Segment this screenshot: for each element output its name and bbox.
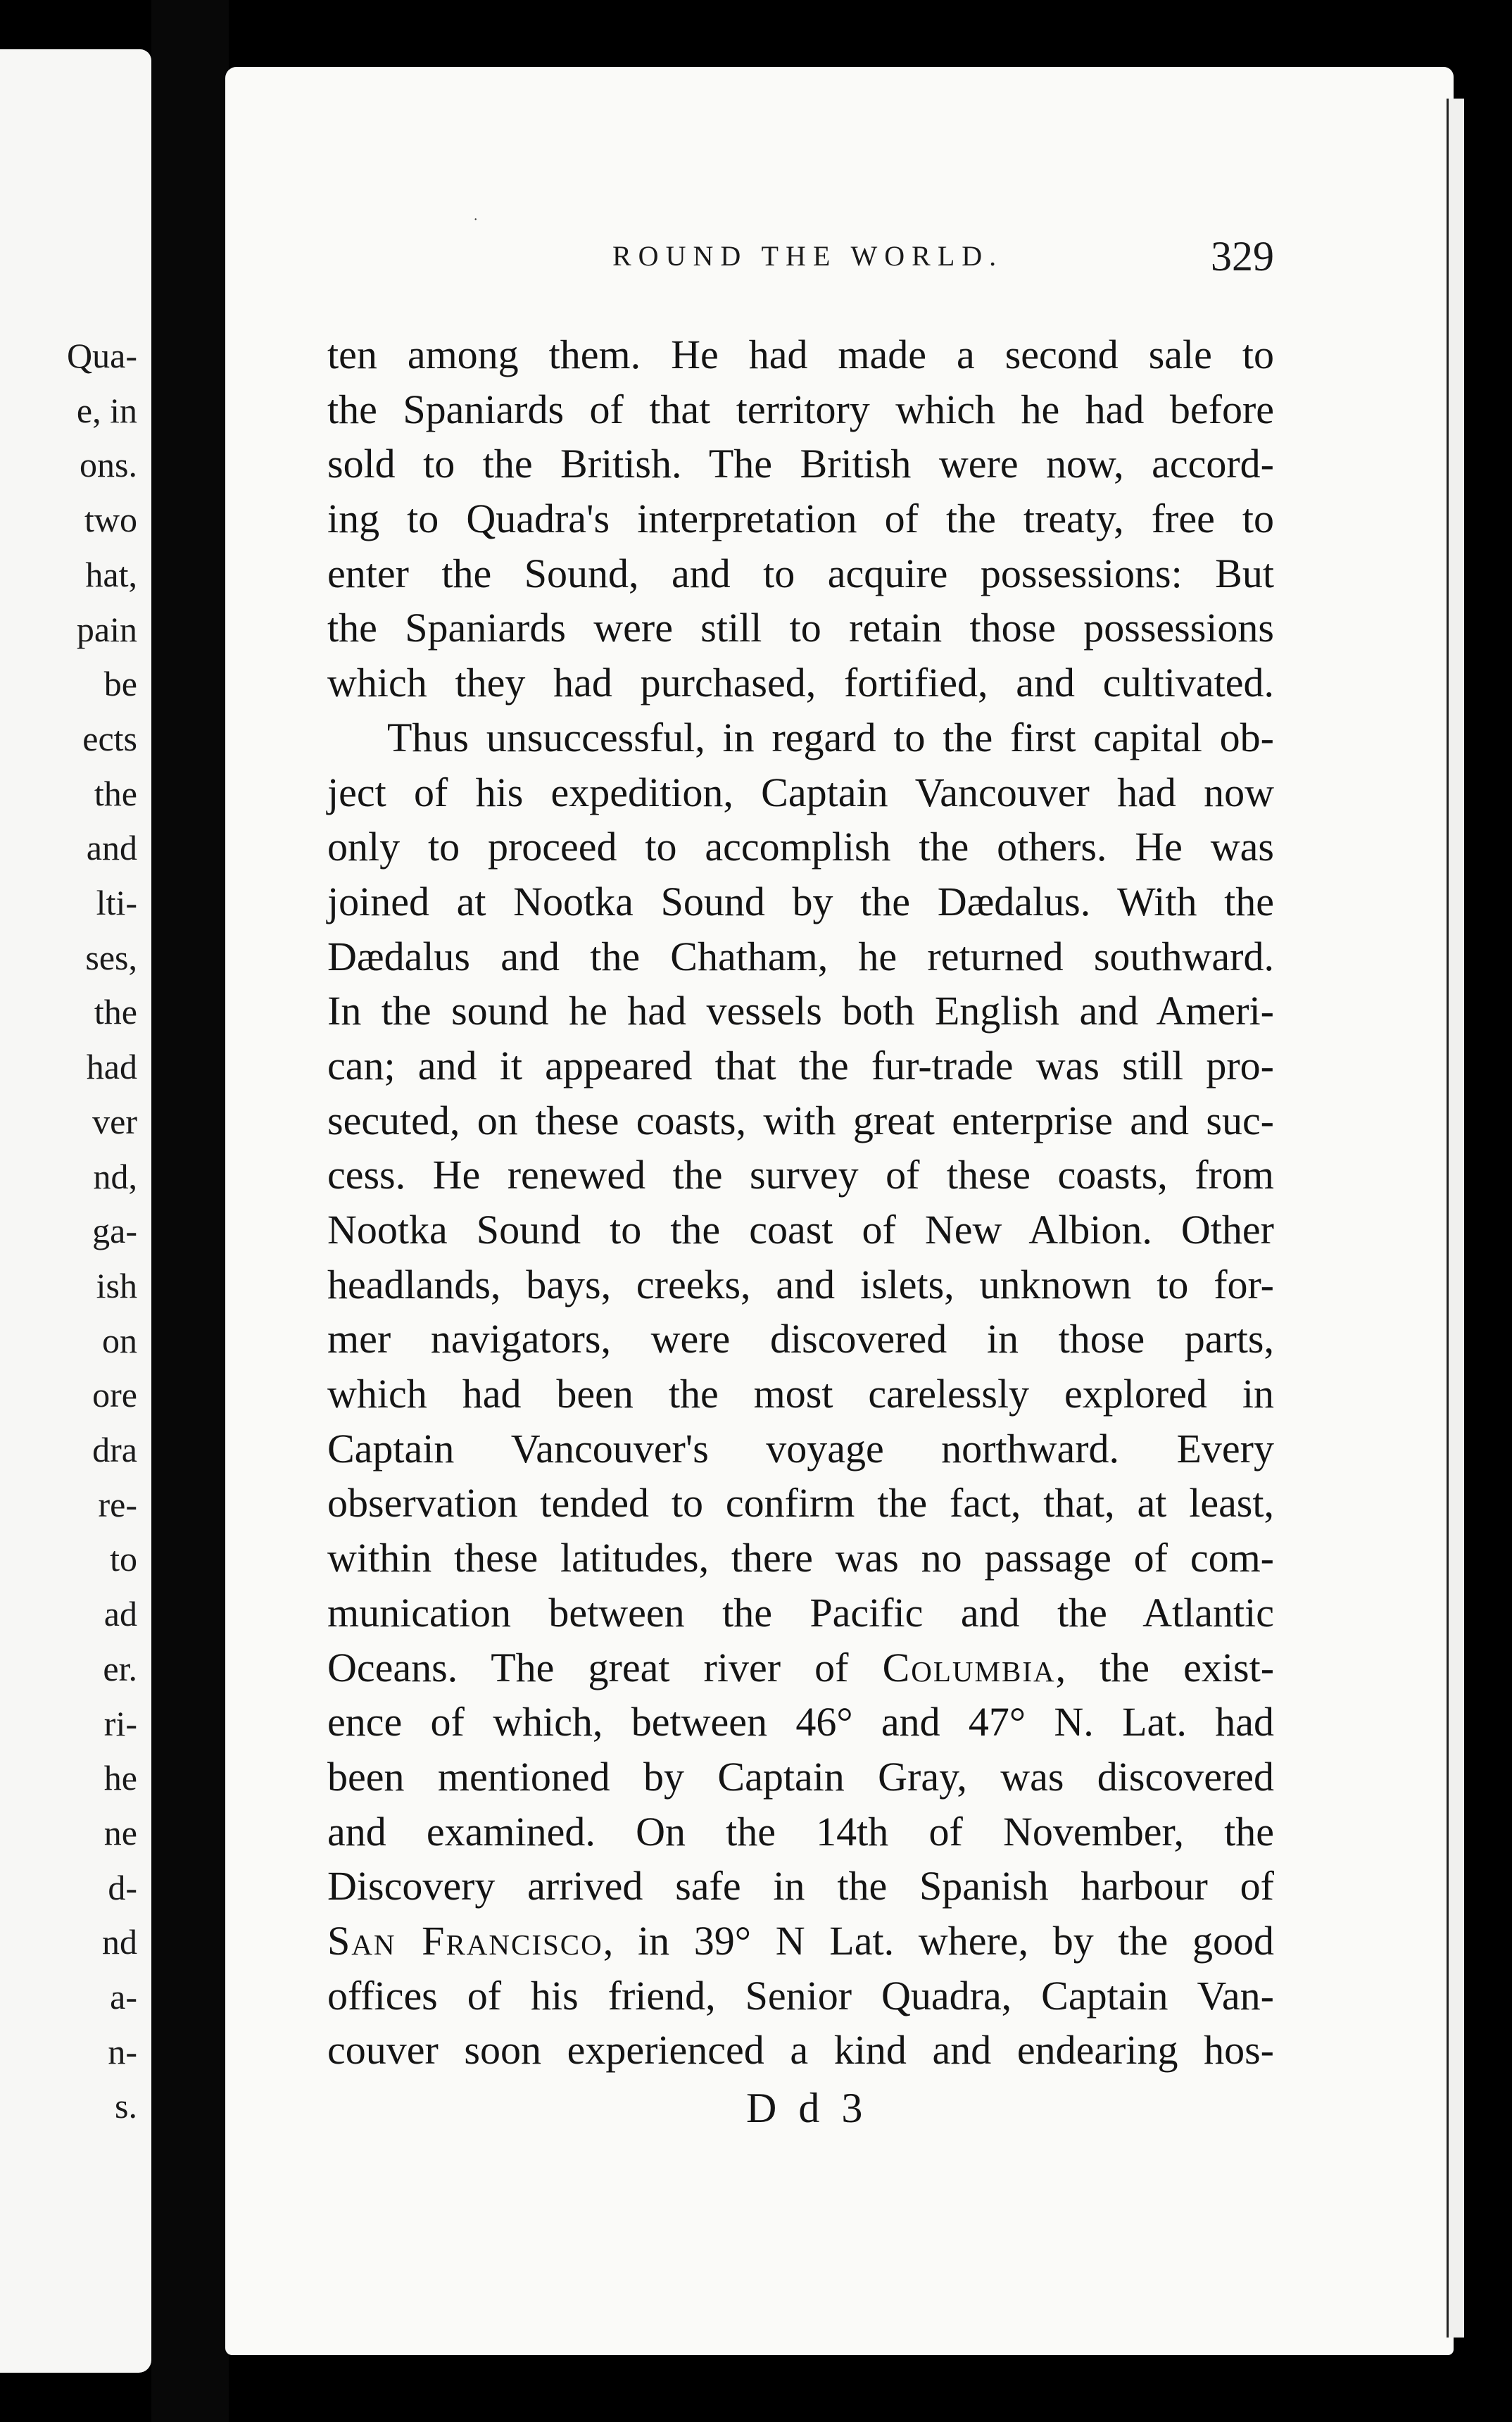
text-line: munication between the Pacific and the Atlantic [327,1589,1274,1636]
facing-page-fragment: pain [76,609,137,649]
facing-page-fragment: ad [103,1594,137,1634]
facing-page-fragment: er. [103,1648,137,1688]
text-line: which had been the most carelessly explored in [327,1371,1274,1417]
text-line [327,1914,1274,1969]
facing-page-fragment: on [102,1320,137,1360]
text-line: and examined. On the 14th of November, the [327,1808,1274,1855]
harbour-name: San Francisco [327,1917,603,1964]
facing-page-fragment: nd [102,1922,137,1962]
text-line: can; and it appeared that the fur-trade was still pro- [327,1042,1274,1088]
facing-page-fragment: ses, [85,937,137,977]
facing-page-fragment: ver [92,1101,137,1141]
printer-mark-icon: ˙ [473,215,479,232]
facing-page-fragment: ga- [92,1211,137,1251]
page-edge [1447,99,1464,2338]
line-text: Oceans. The great river of [327,1644,883,1690]
text-line: couver soon experienced a kind and endearing hos- [327,2027,1274,2073]
facing-page-fragment: and [86,828,137,868]
facing-page [0,49,151,2373]
running-header: ROUND THE WORLD. [612,240,1004,272]
text-line: secuted, on these coasts, with great enterprise and suc- [327,1097,1274,1143]
text-line: the Spaniards of that territory which he had before [327,386,1274,432]
facing-page-fragment: ore [92,1375,137,1415]
facing-page-fragment: he [103,1758,137,1798]
facing-page-fragment: had [86,1047,137,1087]
binding-gutter [151,0,229,2422]
facing-page-fragment: be [103,664,137,704]
facing-page-fragment: s. [115,2086,137,2126]
facing-page-fragment: lti- [96,883,137,922]
text-line: ence of which, between 46° and 47° N. Lat. had [327,1699,1274,1745]
facing-page-fragment: n- [108,2031,137,2071]
facing-page-fragment: dra [92,1430,137,1469]
facing-page-fragment: two [84,500,137,540]
text-line: enter the Sound, and to acquire possessions: But [327,550,1274,596]
text-line: been mentioned by Captain Gray, was discovered [327,1753,1274,1800]
text-line: Captain Vancouver's voyage northward. Every [327,1425,1274,1472]
facing-page-fragment: a- [110,1977,137,2016]
text-line: the Spaniards were still to retain those possessions [327,605,1274,651]
facing-page-fragment: ons. [80,445,137,485]
paragraph-first-line: Thus unsuccessful, in regard to the first capital ob- [387,714,1274,760]
page-number: 329 [1211,233,1274,280]
river-name: Columbia [882,1644,1056,1690]
text-line: In the sound he had vessels both English and Ameri- [327,988,1274,1034]
facing-page-fragment: hat, [85,554,137,594]
facing-page-fragment: nd, [93,1156,137,1196]
body-text [327,327,1274,2078]
line-text: , the exist- [1055,1644,1275,1690]
facing-page-fragment: the [94,992,137,1032]
text-line: mer navigators, were discovered in those parts, [327,1316,1274,1362]
text-line: only to proceed to accomplish the others. He was [327,824,1274,870]
text-line: ing to Quadra's interpretation of the treaty, free to [327,496,1274,542]
signature-mark: D d 3 [746,2085,869,2131]
text-line: ject of his expedition, Captain Vancouver had now [327,769,1274,815]
text-line: ten among them. He had made a second sale to [327,332,1274,377]
text-line: offices of his friend, Senior Quadra, Captain Van- [327,1972,1274,2019]
facing-page-fragment: re- [98,1484,137,1524]
paragraph-last-line: which they had purchased, fortified, and cultivated. [327,660,1274,706]
text-line [327,1640,1274,1695]
facing-page-fragment: the [94,773,137,813]
text-line: sold to the British. The British were now, accord- [327,441,1274,487]
facing-page-fragment: ri- [103,1703,137,1743]
text-line: Nootka Sound to the coast of New Albion. Other [327,1207,1274,1253]
facing-page-fragment: ne [103,1812,137,1852]
text-line: Discovery arrived safe in the Spanish harbour of [327,1863,1274,1909]
text-line: Dædalus and the Chatham, he returned southward. [327,933,1274,979]
facing-page-fragment: Qua- [67,336,137,375]
text-line: within these latitudes, there was no passage of com- [327,1535,1274,1581]
text-line: observation tended to confirm the fact, that, at least, [327,1480,1274,1526]
text-line: joined at Nootka Sound by the Dædalus. With the [327,878,1274,924]
facing-page-fragment: ish [96,1265,137,1305]
facing-page-fragment: ects [82,718,137,758]
text-line: cess. He renewed the survey of these coasts, from [327,1152,1274,1198]
line-text: , in 39° N Lat. where, by the good [603,1917,1274,1964]
text-line: headlands, bays, creeks, and islets, unknown to for- [327,1261,1274,1307]
facing-page-fragment: to [110,1539,137,1579]
facing-page-fragment: d- [108,1867,137,1907]
facing-page-fragment: e, in [76,390,137,430]
